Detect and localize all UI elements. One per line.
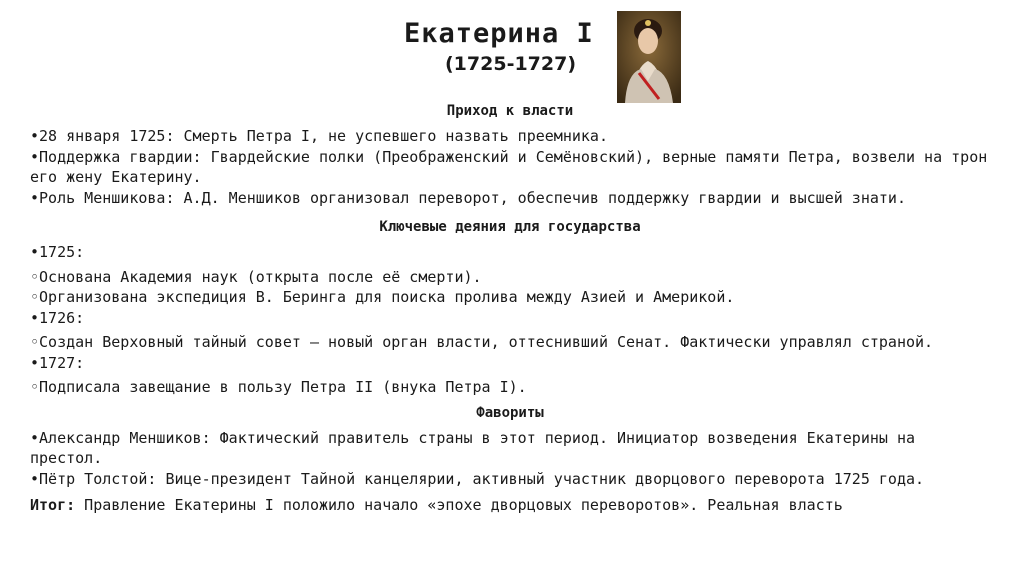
- slide-body: [30, 100, 990, 516]
- list-item: •Роль Меншикова: А.Д. Меншиков организовал переворот, обеспечив поддержку гвардии и высшей знати.: [30, 188, 906, 207]
- year-item: •1727:: [30, 353, 85, 372]
- section-heading-favorites: Фавориты: [476, 404, 544, 421]
- year-item: •1726:: [30, 308, 85, 327]
- list-item: •Поддержка гвардии: Гвардейские полки (Преображенский и Семёновский), верные памяти Петра, возвели на трон его жену Екатерину.: [30, 147, 988, 186]
- deeds-list: [30, 242, 990, 398]
- section-heading-deeds: Ключевые деяния для государства: [379, 219, 641, 235]
- reign-years: (1725-1727): [445, 53, 577, 75]
- list-item: ◦Основана Академия наук (открыта после её смерти).: [30, 267, 482, 286]
- summary-text: Правление Екатерины I положило начало «эпохе дворцовых переворотов». Реальная власть: [75, 496, 843, 514]
- summary: [30, 495, 990, 516]
- summary-label: Итог:: [30, 496, 76, 514]
- year-item: •1725:: [30, 243, 85, 261]
- list-item: ◦Подписала завещание в пользу Петра II (внука Петра I).: [30, 378, 527, 396]
- list-item: ◦Организована экспедиция В. Беринга для поиска пролива между Азией и Америкой.: [30, 288, 735, 306]
- rise-list: [30, 126, 990, 208]
- portrait-image: [617, 11, 681, 103]
- list-item: •28 января 1725: Смерть Петра I, не успевшего назвать преемника.: [30, 127, 608, 145]
- list-item: ◦Создан Верховный тайный совет — новый орган власти, оттеснивший Сенат. Фактически управлял страной.: [30, 333, 934, 351]
- list-item: •Александр Меншиков: Фактический правитель страны в этот период. Инициатор возведения Екатерины на престол.: [30, 428, 916, 467]
- list-item: •Пётр Толстой: Вице-президент Тайной канцелярии, активный участник дворцового переворота 1725 года.: [30, 469, 925, 488]
- section-heading-rise: Приход к власти: [446, 103, 574, 119]
- slide-title: Екатерина I: [404, 18, 594, 49]
- favorites-list: [30, 428, 990, 490]
- slide-header: [0, 0, 1024, 100]
